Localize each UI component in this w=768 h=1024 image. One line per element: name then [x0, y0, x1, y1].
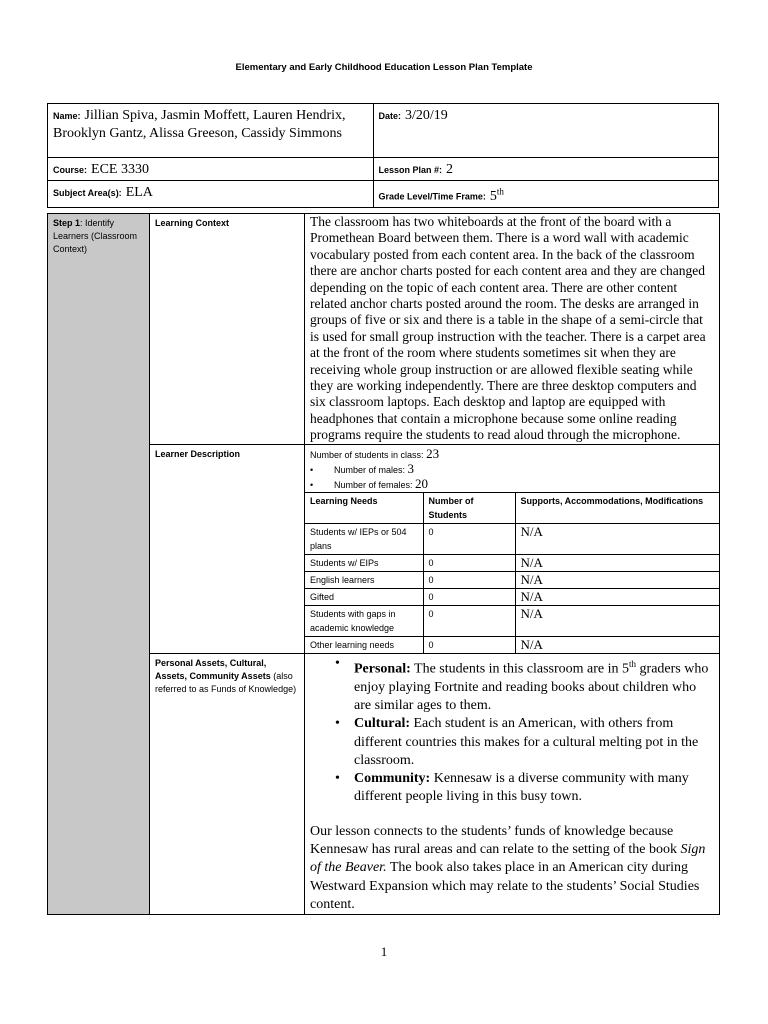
cultural-asset: • Cultural: Each student is an American, with others from different countries this makes for a cultural melting pot in the classroom. — [354, 715, 714, 770]
date-value: 3/20/19 — [405, 108, 448, 123]
table-row — [305, 523, 719, 554]
date-cell — [373, 104, 718, 158]
grade-cell — [373, 181, 718, 208]
count-cell: 0 — [423, 571, 515, 588]
lesson-number-value: 2 — [446, 162, 454, 177]
table-row — [305, 636, 719, 653]
page-number: 1 — [380, 944, 388, 959]
lesson-header-table — [47, 103, 719, 208]
need-cell: Gifted — [305, 588, 423, 605]
count-cell: 0 — [423, 588, 515, 605]
grade-label: Grade Level/Time Frame: — [378, 191, 486, 202]
funds-of-knowledge-paragraph: Our lesson connects to the students’ funds of knowledge because Kennesaw has rural areas and can relate to the setting of the book Sign of the Beaver. The book also takes place in an American city during Westward Expansion which may relate to the students’ Social Studies content. — [310, 823, 706, 912]
males-count: • Number of males: 3 — [332, 462, 714, 477]
grade-value: 5th — [489, 186, 504, 204]
learning-needs-table — [305, 492, 719, 653]
step-one-cell — [48, 214, 150, 915]
subject-value: ELA — [125, 185, 153, 200]
column-header: Number of Students — [423, 492, 515, 523]
learning-context-label: Learning Context — [150, 214, 305, 445]
students-count-value: 23 — [426, 445, 440, 461]
step-one-label: Step 1: Identify Learners (Classroom Context) — [53, 218, 138, 254]
support-cell: N/A — [515, 588, 719, 605]
learner-description-label: Learner Description — [150, 444, 305, 653]
step-one-table — [47, 213, 720, 915]
name-label: Name: — [53, 111, 81, 121]
personal-asset: • Personal: The students in this classroom are in 5th graders who enjoy playing Fortnite and reading books about children who are similar ages to them. — [354, 655, 714, 716]
subject-label: Subject Area(s): — [53, 188, 122, 198]
need-cell: Students with gaps in academic knowledge — [305, 605, 423, 636]
count-cell: 0 — [423, 605, 515, 636]
date-label: Date: — [378, 111, 402, 121]
females-count: • Number of females: 20 — [332, 477, 714, 492]
course-value: ECE 3330 — [91, 162, 149, 177]
support-cell: N/A — [515, 605, 719, 636]
column-header: Learning Needs — [305, 492, 423, 523]
count-cell: 0 — [423, 523, 515, 554]
table-row — [305, 554, 719, 571]
lesson-number-cell — [373, 158, 718, 181]
need-cell: English learners — [305, 571, 423, 588]
name-value: Jillian Spiva, Jasmin Moffett, Lauren Hendrix, Brooklyn Gantz, Alissa Greeson, Cassidy Simmons — [53, 108, 346, 141]
need-cell: Students w/ EIPs — [305, 554, 423, 571]
assets-label: Personal Assets, Cultural, Assets, Community Assets (also referred to as Funds of Knowledge) — [150, 653, 305, 915]
learning-context-text: The classroom has two whiteboards at the front of the board with a Promethean Board between them. There is a word wall with academic vocabulary posted from each content area. In the back of the classroom there are anchor charts posted for each content area and they are changed depending on the topic of each content area. There are other content related anchor charts posted around the room. The desks are arranged in groups of five or six and there is a table in the shape of a semi-circle that is used for small group instruction with the teacher. There is a carpet area at the front of the room where students sometimes sit when they are receiving whole group instruction or are allowed flexible seating while they are working independently. There are three desktop computers and six classroom laptops. Each desktop and laptop are equipped with headphones that contain a microphone because some online reading programs require the students to read aloud through the microphone. — [305, 214, 720, 445]
need-cell: Students w/ IEPs or 504 plans — [305, 523, 423, 554]
count-cell: 0 — [423, 554, 515, 571]
need-cell: Other learning needs — [305, 636, 423, 653]
table-row — [305, 605, 719, 636]
lesson-number-label: Lesson Plan #: — [378, 165, 443, 175]
support-cell: N/A — [515, 523, 719, 554]
support-cell: N/A — [515, 636, 719, 653]
column-header: Supports, Accommodations, Modifications — [515, 492, 719, 523]
count-cell: 0 — [423, 636, 515, 653]
table-row — [305, 571, 719, 588]
course-label: Course: — [53, 165, 88, 175]
students-count-label: Number of students in class: — [310, 449, 424, 460]
assets-content — [305, 653, 720, 915]
name-cell — [48, 104, 374, 158]
support-cell: N/A — [515, 554, 719, 571]
book-title: Sign of the Beaver. — [310, 842, 706, 876]
document-title: Elementary and Early Childhood Education Lesson Plan Template — [235, 62, 533, 73]
table-row — [305, 588, 719, 605]
subject-cell — [48, 181, 374, 208]
support-cell: N/A — [515, 571, 719, 588]
learner-description-cell — [305, 444, 720, 653]
course-cell — [48, 158, 374, 181]
class-counts — [305, 445, 719, 492]
community-asset: • Community: Kennesaw is a diverse community with many different people living in this busy town. — [354, 770, 714, 807]
